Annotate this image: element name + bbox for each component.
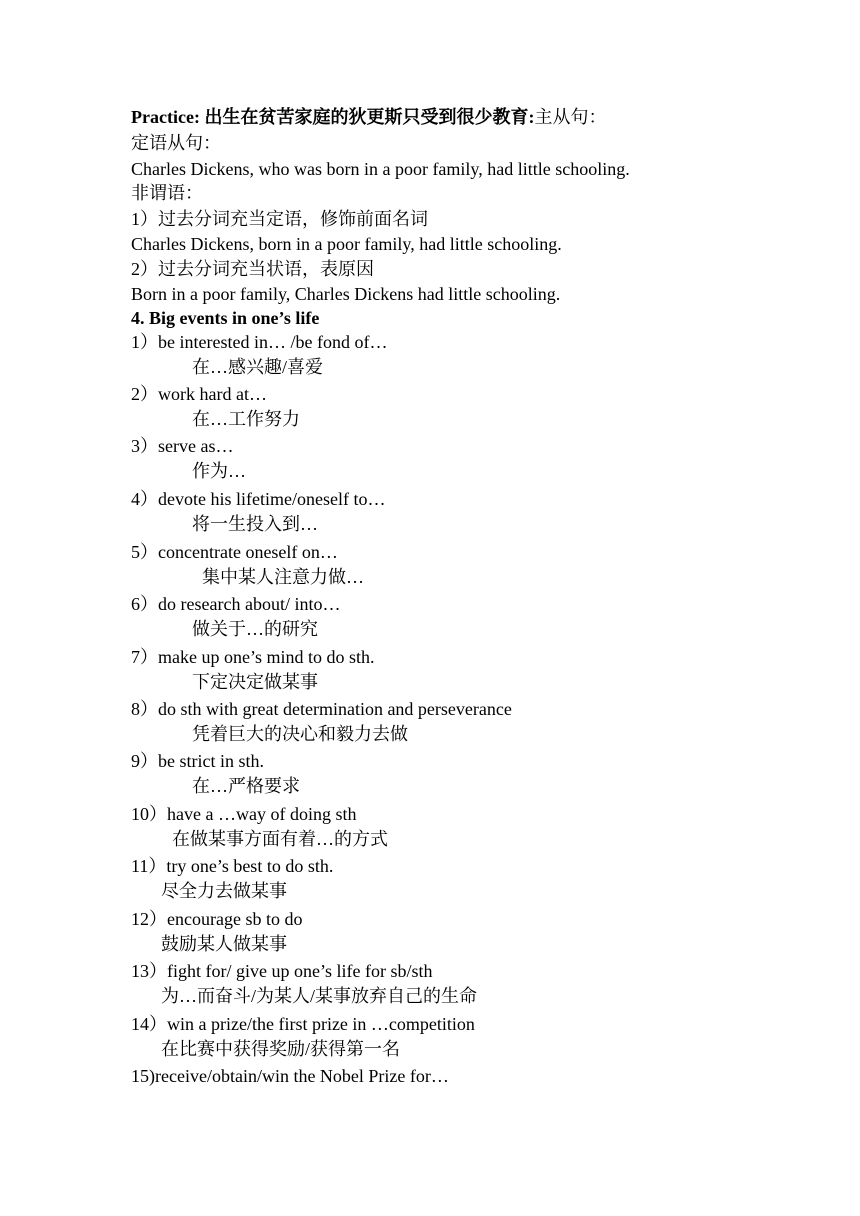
attributive-example: Charles Dickens, who was born in a poor family, had little schooling. bbox=[131, 159, 630, 179]
item-zh: 将一生投入到… bbox=[192, 514, 318, 534]
nonfinite-1-example: Charles Dickens, born in a poor family, had little schooling. bbox=[131, 234, 562, 254]
item-zh: 在做某事方面有着…的方式 bbox=[172, 829, 388, 849]
item-zh: 集中某人注意力做… bbox=[202, 567, 364, 587]
item-zh: 在…工作努力 bbox=[192, 409, 300, 429]
item-en: 2）work hard at… bbox=[131, 384, 267, 404]
item-zh: 为…而奋斗/为某人/某事放弃自己的生命 bbox=[161, 986, 478, 1006]
item-en: 10）have a …way of doing sth bbox=[131, 804, 357, 824]
item-zh: 作为… bbox=[192, 461, 246, 481]
section-heading: 4. Big events in one’s life bbox=[131, 308, 320, 328]
item-en: 1）be interested in… /be fond of… bbox=[131, 332, 388, 352]
item-zh: 在…严格要求 bbox=[192, 776, 300, 796]
item-zh: 尽全力去做某事 bbox=[161, 881, 287, 901]
item-zh: 下定决定做某事 bbox=[192, 672, 318, 692]
practice-line bbox=[131, 105, 606, 129]
practice-suffix: 主从句： bbox=[534, 107, 607, 127]
item-en: 14）win a prize/the first prize in …competition bbox=[131, 1014, 475, 1034]
item-en: 7）make up one’s mind to do sth. bbox=[131, 647, 375, 667]
item-en: 9）be strict in sth. bbox=[131, 751, 264, 771]
item-zh: 鼓励某人做某事 bbox=[161, 934, 287, 954]
item-en: 8）do sth with great determination and perseverance bbox=[131, 699, 512, 719]
item-zh: 在比赛中获得奖励/获得第一名 bbox=[161, 1039, 400, 1059]
practice-label: Practice: bbox=[131, 107, 200, 127]
item-zh: 凭着巨大的决心和毅力去做 bbox=[192, 724, 408, 744]
nonfinite-1-title: 1）过去分词充当定语，修饰前面名词 bbox=[131, 209, 428, 229]
nonfinite-heading: 非谓语： bbox=[131, 183, 203, 203]
item-zh: 在…感兴趣/喜爱 bbox=[192, 357, 324, 377]
item-en: 11）try one’s best to do sth. bbox=[131, 856, 334, 876]
nonfinite-2-example: Born in a poor family, Charles Dickens had little schooling. bbox=[131, 284, 561, 304]
item-en: 6）do research about/ into… bbox=[131, 594, 341, 614]
item-en: 4）devote his lifetime/oneself to… bbox=[131, 489, 386, 509]
item-en: 12）encourage sb to do bbox=[131, 909, 303, 929]
nonfinite-2-title: 2）过去分词充当状语，表原因 bbox=[131, 259, 374, 279]
attributive-heading: 定语从句： bbox=[131, 133, 221, 153]
item-zh: 做关于…的研究 bbox=[192, 619, 318, 639]
item-en: 15)receive/obtain/win the Nobel Prize for… bbox=[131, 1066, 449, 1086]
item-en: 13）fight for/ give up one’s life for sb/sth bbox=[131, 961, 433, 981]
practice-sentence: 出生在贫苦家庭的狄更斯只受到很少教育: bbox=[204, 107, 535, 127]
item-en: 3）serve as… bbox=[131, 436, 234, 456]
item-en: 5）concentrate oneself on… bbox=[131, 542, 338, 562]
